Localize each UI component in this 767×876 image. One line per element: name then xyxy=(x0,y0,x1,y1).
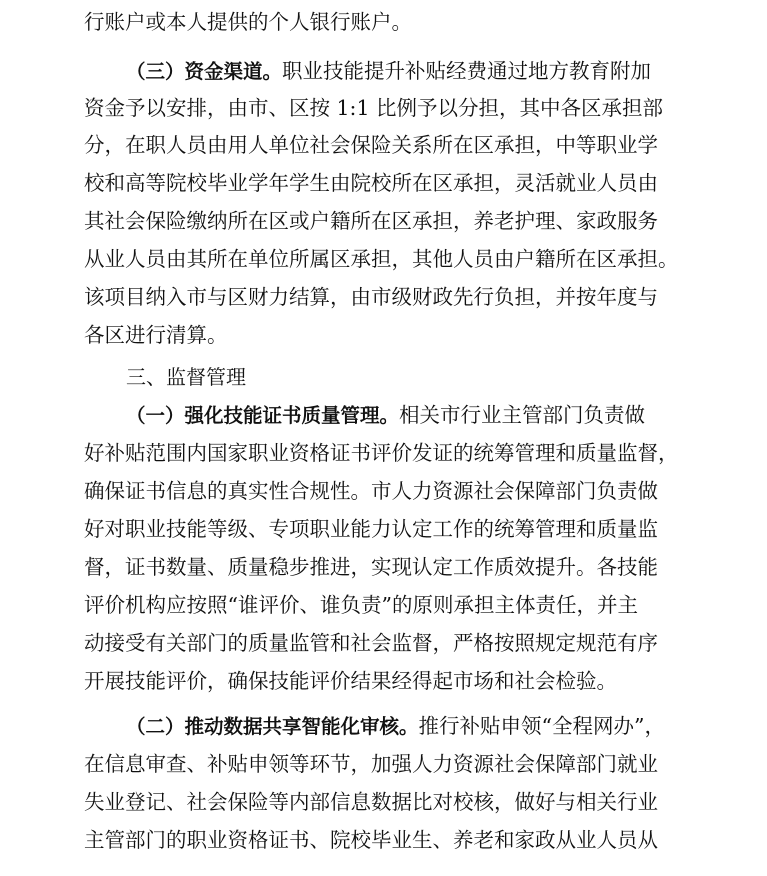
line-text: 失业登记、社会保险等内部信息数据比对校核，做好与相关行业 xyxy=(84,790,658,814)
line-text: 相关市行业主管部门负责做 xyxy=(399,403,646,427)
line-text: 好对职业技能等级、专项职业能力认定工作的统筹管理和质量监 xyxy=(84,517,658,541)
line-text: 资金予以安排，由市、区按 1:1 比例予以分担，其中各区承担部 xyxy=(84,96,664,120)
line-text: 评价机构应按照“谁评价、谁负责”的原则承担主体责任，并主 xyxy=(84,593,638,617)
paragraph-heading: （一）强化技能证书质量管理。 xyxy=(126,404,400,427)
line-text: 职业技能提升补贴经费通过地方教育附加 xyxy=(282,59,652,83)
body-text-line xyxy=(84,279,658,316)
body-text-line xyxy=(84,435,679,472)
line-text: 分，在职人员由用人单位社会保险关系所在区承担，中等职业学 xyxy=(84,133,658,157)
body-text-line xyxy=(84,317,228,354)
line-text: 行账户或本人提供的个人银行账户。 xyxy=(84,10,412,34)
line-text: 动接受有关部门的质量监管和社会监督，严格按照规定规范有序 xyxy=(84,631,658,655)
body-text-line xyxy=(84,473,658,510)
body-text-line xyxy=(84,203,658,240)
paragraph-funding-channel xyxy=(126,53,651,90)
body-text-line xyxy=(84,784,658,821)
line-text: 在信息审查、补贴申领等环节，加强人力资源社会保障部门就业 xyxy=(84,752,658,776)
section-heading-text: 三、监督管理 xyxy=(126,365,246,389)
body-text-line xyxy=(84,663,617,700)
body-text-line xyxy=(84,241,679,278)
line-text: 该项目纳入市与区财力结算，由市级财政先行负担，并按年度与 xyxy=(84,285,658,309)
body-text-line xyxy=(84,127,658,164)
section-heading xyxy=(126,359,246,396)
body-text-line xyxy=(84,587,638,624)
line-text: 推行补贴申领“全程网办”， xyxy=(418,714,665,738)
line-text: 其社会保险缴纳所在区或户籍所在区承担，养老护理、家政服务 xyxy=(84,209,658,233)
line-text: 从业人员由其所在单位所属区承担，其他人员由户籍所在区承担。 xyxy=(84,247,679,271)
line-text: 校和高等院校毕业学年学生由院校所在区承担，灵活就业人员由 xyxy=(84,171,658,195)
paragraph-heading: （三）资金渠道。 xyxy=(126,60,283,83)
body-text-line xyxy=(84,90,663,127)
line-text: 好补贴范围内国家职业资格证书评价发证的统筹管理和质量监督， xyxy=(84,441,679,465)
body-text-line xyxy=(84,511,658,548)
body-text-line xyxy=(84,625,658,662)
body-text-line xyxy=(84,822,658,859)
line-text: 主管部门的职业资格证书、院校毕业生、养老和家政从业人员从 xyxy=(84,828,658,852)
paragraph-certificate-quality xyxy=(126,397,645,434)
line-text: 开展技能评价，确保技能评价结果经得起市场和社会检验。 xyxy=(84,669,617,693)
body-text-line xyxy=(84,165,658,202)
line-text: 各区进行清算。 xyxy=(84,323,228,347)
paragraph-heading: （二）推动数据共享智能化审核。 xyxy=(126,715,419,738)
body-text-line xyxy=(84,4,412,41)
line-text: 确保证书信息的真实性合规性。市人力资源社会保障部门负责做 xyxy=(84,479,658,503)
body-text-line xyxy=(84,549,658,586)
line-text: 督，证书数量、质量稳步推进，实现认定工作质效提升。各技能 xyxy=(84,555,658,579)
paragraph-data-sharing xyxy=(126,708,665,745)
body-text-line xyxy=(84,746,658,783)
